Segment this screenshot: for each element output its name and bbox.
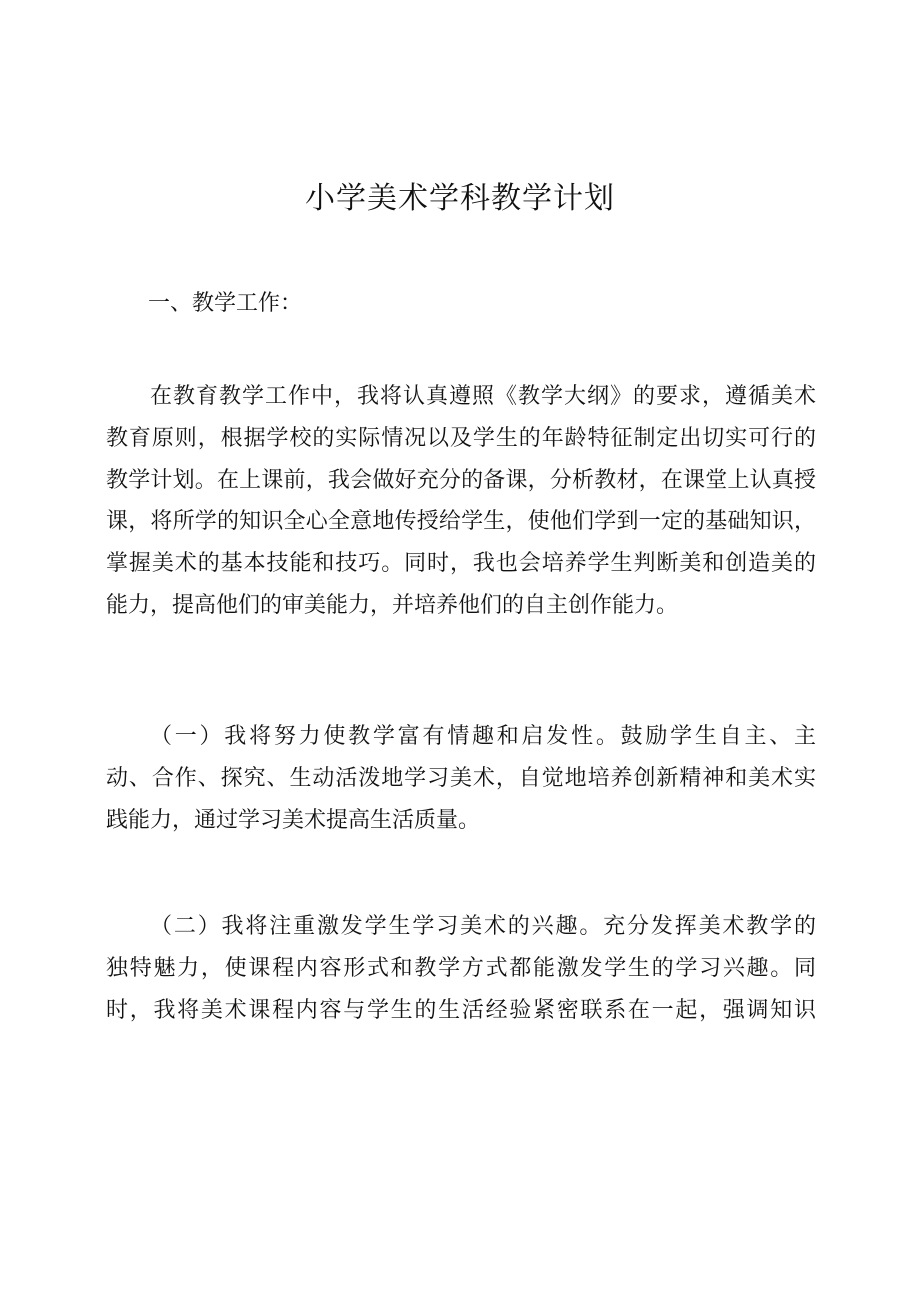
document-title: 小学美术学科教学计划 (305, 181, 615, 216)
paragraph-line: 时，我将美术课程内容与学生的生活经验紧密联系在一起，强调知识 (106, 997, 816, 1023)
paragraph-item-one (106, 716, 816, 841)
paragraph-line: 在教育教学工作中，我将认真遵照《教学大纲》的要求，遵循美术 (150, 384, 816, 409)
paragraph-line: 教学计划。在上课前，我会做好充分的备课，分析教材，在课堂上认真授 (106, 467, 816, 493)
paragraph-line: （一）我将努力使教学富有情趣和启发性。鼓励学生自主、主 (150, 724, 816, 749)
paragraph-item-two (106, 906, 816, 1031)
paragraph-line: 教育原则，根据学校的实际情况以及学生的年龄特征制定出切实可行的 (106, 425, 816, 451)
section-heading: 一、教学工作： (148, 291, 303, 316)
paragraph-teaching-work (106, 376, 816, 627)
paragraph-line: 践能力，通过学习美术提高生活质量。 (106, 807, 481, 833)
paragraph-line: 独特魅力，使课程内容形式和教学方式都能激发学生的学习兴趣。同 (106, 955, 816, 981)
paragraph-line: 掌握美术的基本技能和技巧。同时，我也会培养学生判断美和创造美的 (106, 551, 816, 577)
paragraph-line: 动、合作、探究、生动活泼地学习美术，自觉地培养创新精神和美术实 (106, 765, 816, 791)
paragraph-line: 课，将所学的知识全心全意地传授给学生，使他们学到一定的基础知识， (106, 509, 816, 535)
paragraph-line: （二）我将注重激发学生学习美术的兴趣。充分发挥美术教学的 (150, 914, 816, 939)
paragraph-line: 能力，提高他们的审美能力，并培养他们的自主创作能力。 (106, 592, 679, 618)
